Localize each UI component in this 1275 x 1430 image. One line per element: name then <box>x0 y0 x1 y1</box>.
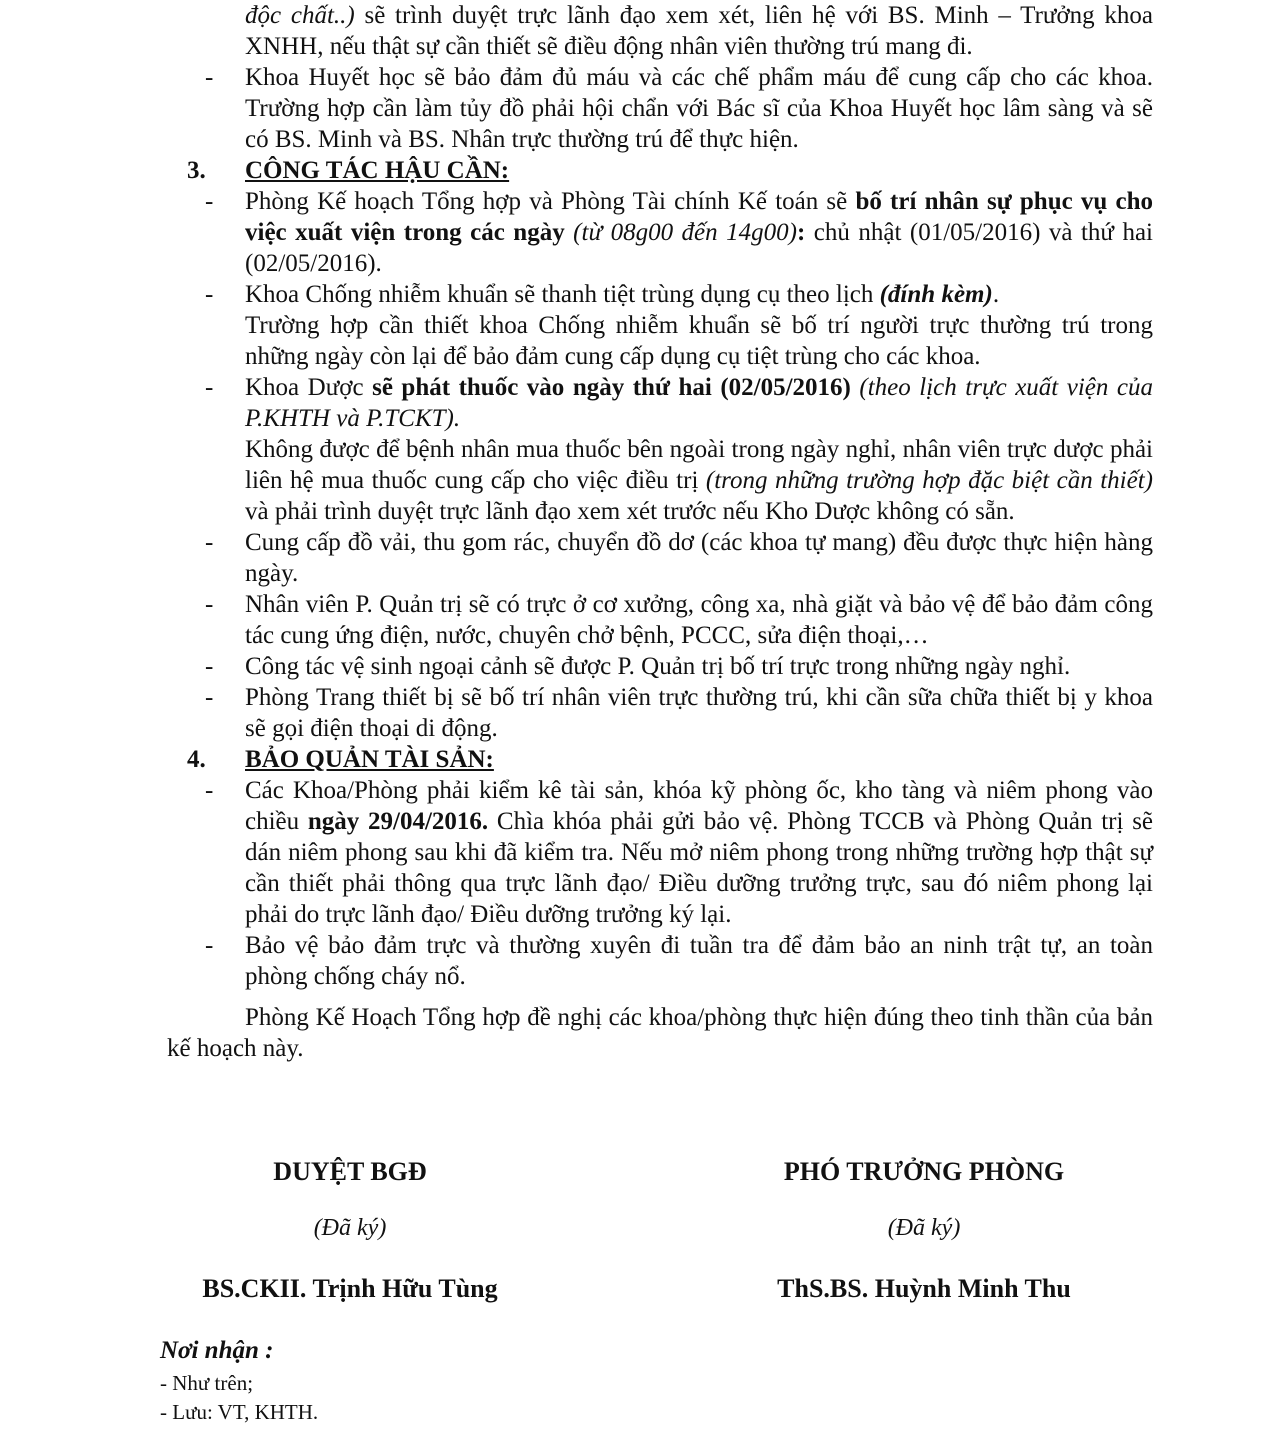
bold-run: bố trí nhân sự phục vụ cho việc xuất viện trong các ngày <box>245 188 1153 246</box>
section-number: 4. <box>187 746 206 773</box>
bold-italic-run: (đính kèm) <box>879 281 993 308</box>
text-run: chủ nhật (01/05/2016) và thứ hai (02/05/2016). <box>245 219 1153 277</box>
section-4-heading <box>187 744 1153 775</box>
section-title: BẢO QUẢN TÀI SẢN: <box>245 746 494 773</box>
text-run: Chìa khóa phải gửi bảo vệ. Phòng TCCB và Phòng Quản trị sẽ dán niêm phong sau khi đã kiểm tra. Nếu mở niêm phong trong những trường hợp thật sự cần thiết phải thông qua trực lãnh đạo/ Điều dưỡng trưởng trực, sau đó niêm phong lại phải do trực lãnh đạo/ Điều dưỡng trưởng ký lại. <box>245 808 1154 928</box>
section-title: CÔNG TÁC HẬU CẦN: <box>245 157 510 184</box>
recipients-title: Nơi nhận : <box>160 1337 274 1364</box>
text-run: Khoa Chống nhiễm khuẩn sẽ thanh tiệt trùng dụng cụ theo lịch <box>245 281 880 308</box>
bullet-dash: - <box>205 281 214 308</box>
signature-right <box>760 1157 1088 1304</box>
bullet-dash: - <box>205 374 214 401</box>
section-number: 3. <box>187 157 206 184</box>
text-run: và phải trình duyệt trực lãnh đạo xem xét trước nếu Kho Dược không có sẵn. <box>245 498 1015 525</box>
italic-run: (từ 08g00 đến 14g00) <box>564 219 797 246</box>
continuation-paragraph <box>205 434 1153 527</box>
list-item <box>205 279 1153 310</box>
text-run: . <box>992 281 1000 308</box>
document-body <box>167 0 1154 1064</box>
text-run: Phòng Kế hoạch Tổng hợp và Phòng Tài chính Kế toán sẽ <box>245 188 856 215</box>
list-item <box>205 62 1153 155</box>
list-item-text: Bảo vệ bảo đảm trực và thường xuyên đi tuần tra để đảm bảo an ninh trật tự, an toàn phòng chống cháy nổ. <box>245 932 1153 990</box>
list-item <box>205 186 1153 279</box>
bold-run: ngày 29/04/2016. <box>307 808 489 835</box>
list-item-text: Cung cấp đồ vải, thu gom rác, chuyển đồ dơ (các khoa tự mang) đều được thực hiện hàng ngày. <box>245 529 1153 587</box>
list-item-text: Phòng Trang thiết bị sẽ bố trí nhân viên trực thường trú, khi cần sữa chữa thiết bị y khoa sẽ gọi điện thoại di động. <box>245 684 1153 742</box>
list-item <box>205 527 1153 589</box>
section-3-heading <box>187 155 1153 186</box>
italic-run: (trong những trường hợp đặc biệt cần thiết) <box>705 467 1153 494</box>
bullet-dash: - <box>205 777 214 804</box>
text-run: Không được để bệnh nhân mua thuốc bên ngoài trong ngày nghỉ, nhân viên trực dược phải liên hệ mua thuốc cung cấp cho việc điều trị <box>245 436 1153 494</box>
recipients <box>160 1337 318 1427</box>
continuation-paragraph: Trường hợp cần thiết khoa Chống nhiễm khuẩn sẽ bố trí người trực thường trú trong những ngày còn lại để bảo đảm cung cấp dụng cụ tiệt trùng cho các khoa. <box>245 312 1153 370</box>
recipient-item: - Như trên; <box>160 1371 254 1395</box>
bullet-dash: - <box>205 684 214 711</box>
list-item <box>205 930 1153 992</box>
list-item <box>205 651 1153 682</box>
bullet-dash: - <box>205 529 214 556</box>
bold-run: sẽ phát thuốc vào ngày thứ hai (02/05/2016) <box>372 374 851 401</box>
bullet-dash: - <box>205 188 214 215</box>
recipient-item: - Lưu: VT, KHTH. <box>160 1400 319 1424</box>
list-item <box>205 682 1153 744</box>
signature-title: DUYỆT BGĐ <box>273 1157 427 1186</box>
bullet-dash: - <box>205 64 214 91</box>
bold-run: : <box>796 219 806 246</box>
signature-note: (Đã ký) <box>887 1215 961 1241</box>
text-run: Các Khoa/Phòng phải kiểm kê tài sản, khóa kỹ phòng ốc, kho tàng và niêm phong vào chiều <box>245 777 1153 835</box>
text-run: Khoa Dược <box>245 374 373 401</box>
bullet-dash: - <box>205 591 214 618</box>
signature-name: ThS.BS. Huỳnh Minh Thu <box>777 1274 1071 1303</box>
signature-note: (Đã ký) <box>313 1215 387 1241</box>
list-item-text: Khoa Huyết học sẽ bảo đảm đủ máu và các chế phẩm máu để cung cấp cho các khoa. Trường hợp cần làm tủy đồ phải hội chẩn với Bác sĩ của Khoa Huyết học lâm sàng và sẽ có BS. Minh và BS. Nhân trực thường trú để thực hiện. <box>245 64 1153 153</box>
list-item <box>205 372 1153 434</box>
intro-paragraph-1 <box>205 0 1153 62</box>
italic-run: (theo lịch trực xuất viện của P.KHTH và P.TCKT). <box>245 374 1153 432</box>
signature-left <box>195 1157 505 1304</box>
intro-italic: độc chất..) <box>245 2 355 29</box>
list-item <box>205 775 1153 930</box>
bullet-dash: - <box>205 932 214 959</box>
bullet-dash: - <box>205 653 214 680</box>
list-item <box>205 589 1153 651</box>
list-item-text: Nhân viên P. Quản trị sẽ có trực ở cơ xưởng, công xa, nhà giặt và bảo vệ để bảo đảm công tác cung ứng điện, nước, chuyên chở bệnh, PCCC, sửa điện thoại,… <box>245 591 1153 649</box>
intro-text: sẽ trình duyệt trực lãnh đạo xem xét, liên hệ với BS. Minh – Trưởng khoa XNHH, nếu thật sự cần thiết sẽ điều động nhân viên thường trú mang đi. <box>245 2 1154 60</box>
closing-paragraph: Phòng Kế Hoạch Tổng hợp đề nghị các khoa/phòng thực hiện đúng theo tinh thần của bản kế hoạch này. <box>167 1004 1153 1062</box>
signature-name: BS.CKII. Trịnh Hữu Tùng <box>202 1274 498 1303</box>
signature-title: PHÓ TRƯỞNG PHÒNG <box>783 1157 1065 1186</box>
list-item-text: Công tác vệ sinh ngoại cảnh sẽ được P. Quản trị bố trí trực trong những ngày nghỉ. <box>245 653 1071 680</box>
